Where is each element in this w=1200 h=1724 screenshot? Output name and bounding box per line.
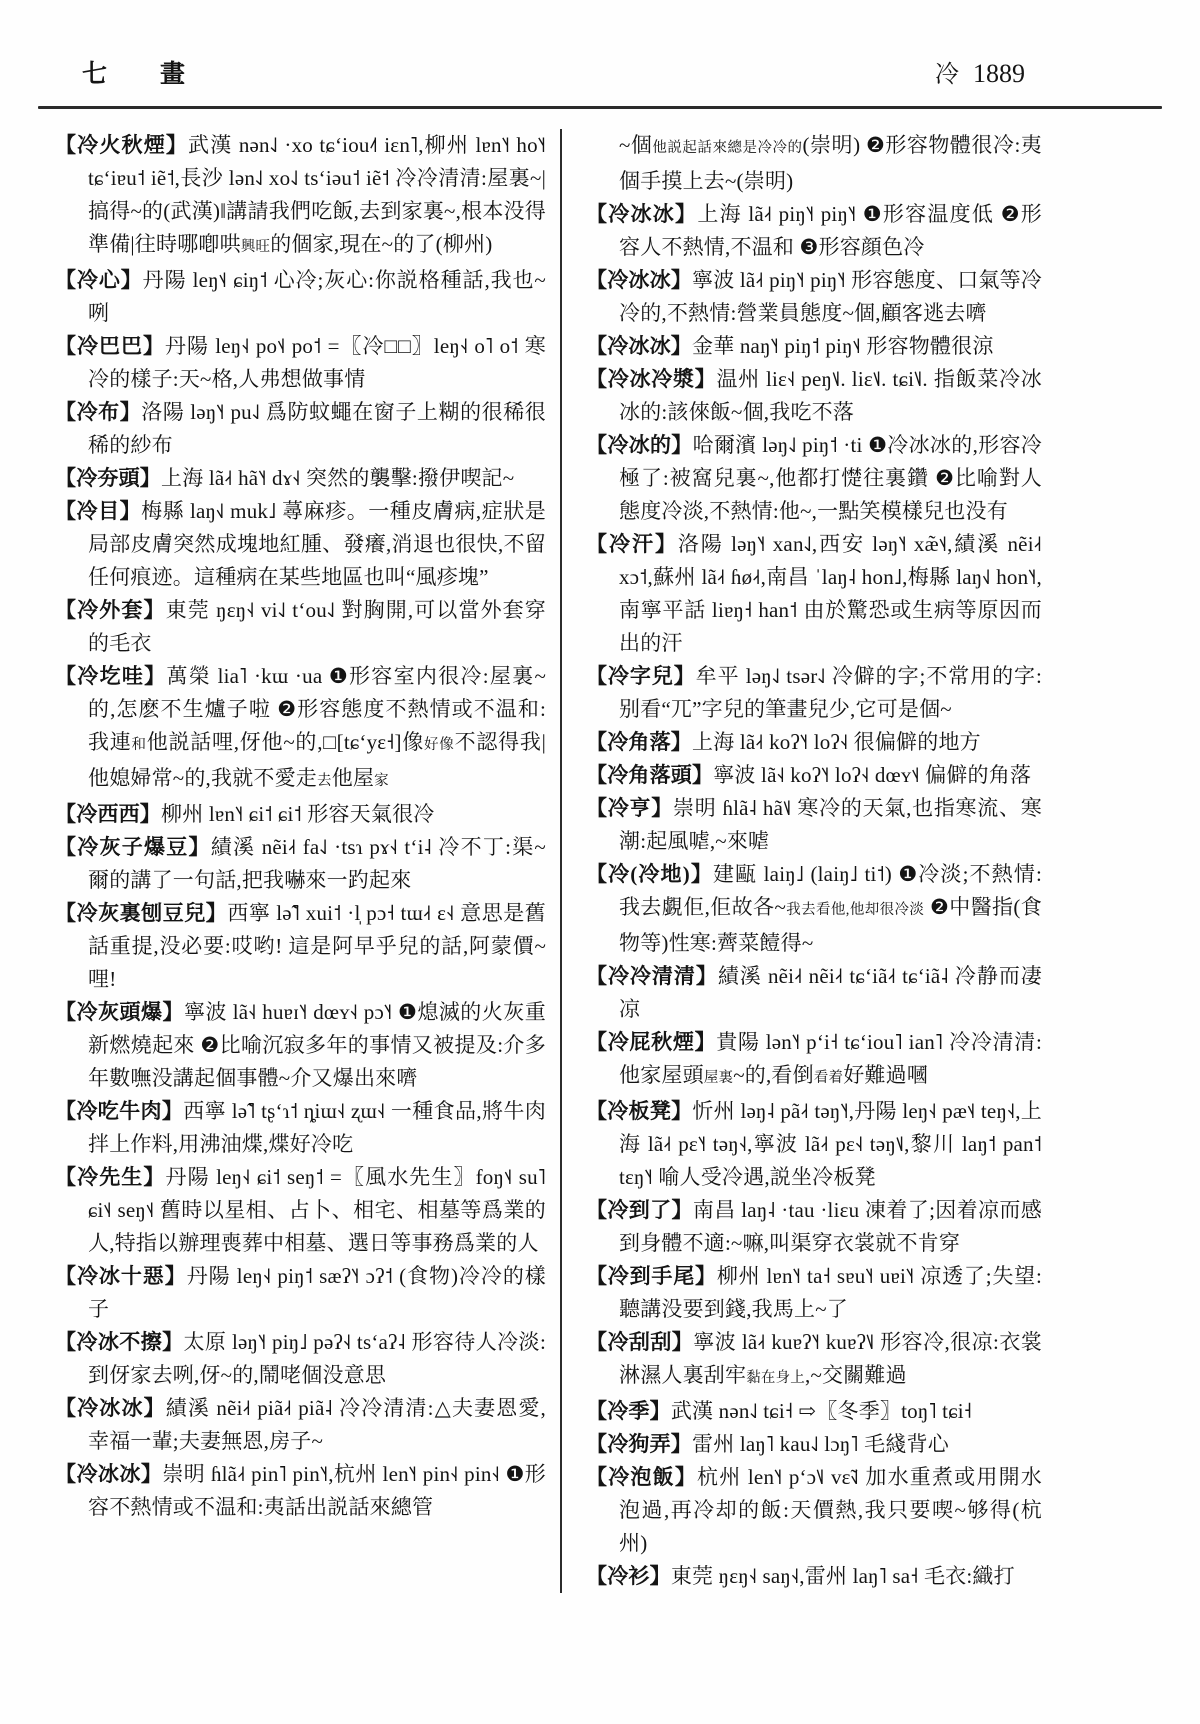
entry-text: 上海 lã˨˧ hã˥˧ dɤ˧˨ 突然的襲擊:撥伊喫記~ xyxy=(161,466,515,490)
page-header xyxy=(0,0,1200,90)
entry-headword: 【冷冰冰】 xyxy=(586,202,698,226)
entry-text: 柳州 lɐn˥˧ ɕi˦ ɕi˦ 形容天氣很冷 xyxy=(161,802,435,826)
dictionary-entry xyxy=(55,1458,546,1524)
entry-text: 西寧 lə̃˥ xui˦ ·l̩ pɔ˧ tɯ˨˧ ɛ˧˨ 意思是舊話重提,没必要:哎哟! 這是阿早乎兒的話,阿蒙價~哩! xyxy=(88,901,546,991)
entry-headword: 【冷巴巴】 xyxy=(55,334,165,358)
entry-gloss-small: 和 xyxy=(131,737,147,753)
entry-text: 績溪 nẽi˨˧ fa˨˩ ·tsɿ pɤ˧˨ tʻi˨ 冷不丁:渠~爾的講了一句話,把我嚇來一趵起來 xyxy=(88,835,546,892)
entry-headword: 【冷冰冰】 xyxy=(586,268,693,292)
entry-headword: 【冷季】 xyxy=(586,1399,671,1423)
dictionary-entry xyxy=(55,1095,546,1161)
dictionary-entry xyxy=(586,726,1042,759)
dictionary-entry xyxy=(55,1161,546,1260)
entry-text: 績溪 nẽi˨˧ piã˨˧ piã˨ 冷冷清清:△夫妻恩愛,幸福一輩;夫妻無恩,房子~ xyxy=(88,1396,546,1453)
dictionary-entry xyxy=(55,462,546,495)
left-column xyxy=(55,129,560,1593)
dictionary-entry xyxy=(586,198,1042,264)
entry-headword: 【冷冰冷漿】 xyxy=(586,367,717,391)
dictionary-entry xyxy=(586,330,1042,363)
entry-text: 武漢 nən˨˩ ·xo tɕʻiou˨˦ iɛn˥,柳州 lɐn˥˧ ho˥˧ tɕʻiɐu˦ iẽ˦,長沙 lən˨˩ xo˨˩ tsʻiəu˦ iẽ˦ 冷冷清清:屋裏~|搞得~的(武漢)‖講請我們吃飯,去到家裏~,根本没得準備|往時哪喞哄 xyxy=(88,133,547,256)
entry-headword: 【冷角落頭】 xyxy=(586,763,714,787)
dictionary-entry xyxy=(586,1026,1042,1095)
entry-text: 西寧 lə̃˥ tʂʻɿ˦ ȵiɯ˧˨ ʐɯ˧˨ 一種食品,將牛肉拌上作料,用沸油煠,煠好冷吃 xyxy=(88,1099,546,1156)
entry-headword: 【冷到手尾】 xyxy=(586,1264,717,1288)
dictionary-entry xyxy=(55,264,546,330)
dictionary-entry xyxy=(55,1260,546,1326)
dictionary-entry xyxy=(55,897,546,996)
entry-headword: 【冷刮刮】 xyxy=(586,1330,694,1354)
entry-text: 崇明 ɦlã˨ hã˦˩ 寒冷的天氣,也指寒流、寒潮:起風㖸,~來㖸 xyxy=(619,796,1042,853)
right-column xyxy=(560,129,1042,1593)
entry-text: 雷州 laŋ˥ kau˨˩ lɔŋ˥ 毛綫背心 xyxy=(692,1432,949,1456)
entry-gloss-small: 我去看他,他却很冷淡 xyxy=(786,902,925,918)
entry-text: 崇明 ɦlã˨˧ pin˥ pin˥˧,杭州 len˥˧ pin˧˨ pin˧˨ ❶形容不熱情或不温和:夷話出説話來總管 xyxy=(88,1462,547,1519)
entry-text: 牟平 ləŋ˨˩ tsər˨˩ 冷僻的字;不常用的字:别看“兀”字兒的筆畫兒少,它可是個~ xyxy=(619,664,1043,721)
entry-headword: 【冷汗】 xyxy=(586,532,678,556)
entry-gloss-small: 興旺 xyxy=(240,239,271,255)
dictionary-entry xyxy=(586,660,1042,726)
entry-headword: 【冷冰十惡】 xyxy=(55,1264,187,1288)
dictionary-entry xyxy=(586,528,1042,660)
dictionary-entry xyxy=(55,129,546,264)
entry-text: 南昌 laŋ˨ ·tau ·liɛu 凍着了;因着凉而感到身體不適:~嘛,叫渠穿衣裳就不肯穿 xyxy=(619,1198,1042,1255)
dictionary-entry xyxy=(586,1194,1042,1260)
entry-text: 寧波 lã˨˧ kuɐʔ˥˧ kuɐʔ˥˩ 形容冷,很凉:衣裳淋濕人裏刮牢 xyxy=(619,1330,1042,1387)
dictionary-entry xyxy=(586,1326,1042,1395)
entry-text: 寧波 lã˧˨ huɐɪ˥˧ dœʏ˧˨ pɔ˥˧ ❶熄滅的火灰重新燃燒起來 ❷比喻沉寂多年的事情又被提及:介多年數嘸没講起個事體~介又爆出來嚌 xyxy=(88,1000,546,1090)
section-title: 七 畫 xyxy=(82,61,200,88)
entry-gloss-small: 家 xyxy=(374,773,389,789)
entry-headword: 【冷火秋煙】 xyxy=(55,133,189,157)
entry-text: 柳州 lɐn˥˧ ta˧ sɐu˥˧ uɐi˥˧ 凉透了;失望:聽講没要到錢,我馬上~了 xyxy=(619,1264,1042,1321)
entry-text: 寧波 lã˨˧ piŋ˥˧ piŋ˥˧ 形容態度、口氣等冷冷的,不熱情:營業員態度~個,顧客逃去嚌 xyxy=(619,268,1043,325)
entry-gloss-small: 好像 xyxy=(424,737,455,753)
entry-headword: 【冷到了】 xyxy=(586,1198,693,1222)
entry-headword: 【冷吃牛肉】 xyxy=(55,1099,184,1123)
entry-text: 貴陽 lən˥˧ pʻi˧ tɕʻiou˥ ian˥ 冷冷清清:他家屋頭 xyxy=(619,1030,1043,1087)
dictionary-entry xyxy=(55,798,546,831)
entry-text: 上海 lã˨˧ piŋ˥˧ piŋ˥˧ ❶形容温度低 ❷形容人不熱情,不温和 ❸形容顔色冷 xyxy=(619,202,1042,259)
entry-continuation xyxy=(586,129,1042,198)
entry-headword: 【冷西西】 xyxy=(55,802,161,826)
dictionary-entry xyxy=(55,1326,546,1392)
entry-headword: 【冷外套】 xyxy=(55,598,166,622)
dictionary-entry xyxy=(55,996,546,1095)
running-head-char: 冷 xyxy=(935,62,959,88)
dictionary-entry xyxy=(586,1095,1042,1194)
entry-headword: 【冷冰冰】 xyxy=(55,1462,163,1486)
entry-text: 温州 liɛ˧˨ peŋ˦˩. liɛ˦˩. tɕi˥˩. 指飯菜冷冰冰的:該倈飯~個,我吃不落 xyxy=(619,367,1043,424)
dictionary-content xyxy=(0,109,1200,1593)
entry-headword: 【冷冰冰】 xyxy=(586,334,692,358)
entry-text: (崇明) ❷形容物體很冷:夷個手摸上去~(崇明) xyxy=(619,133,1042,193)
dictionary-entry xyxy=(586,1560,1042,1593)
dictionary-entry xyxy=(55,594,546,660)
entry-headword: 【冷角落】 xyxy=(586,730,692,754)
entry-text: 丹陽 leŋ˧˨ ɕi˦ seŋ˦ =〖風水先生〗foŋ˦˨ su˥ ɕi˦˨ seŋ˦˨ 舊時以星相、占卜、相宅、相墓等爲業的人,特指以辦理喪葬中相墓、選日等事務爲業的人 xyxy=(88,1165,547,1255)
entry-text: 寧波 lã˧˨ koʔ˥˧ loʔ˧˨ dœʏ˦˨ 偏僻的角落 xyxy=(713,763,1032,787)
dictionary-entry xyxy=(55,396,546,462)
entry-headword: 【冷先生】 xyxy=(55,1165,166,1189)
entry-gloss-small: 黏在身上 xyxy=(746,1370,806,1386)
entry-headword: 【冷灰頭爆】 xyxy=(55,1000,184,1024)
entry-text: 洛陽 ləŋ˥˧ xan˨˩,西安 ləŋ˥˧ xæ̃˦˨,績溪 nẽi˨˧ xɔ˦,蘇州 lã˨˧ ɦø˨˧,南昌 ˈlaŋ˨ hon˩,梅縣 laŋ˧˩ hon˥˧,南寧平話 liɐŋ˧ han˦ 由於驚恐或生病等原因而出的汗 xyxy=(619,532,1042,655)
entry-text: 的個家,現在~的了(柳州) xyxy=(270,232,493,256)
entry-headword: 【冷板凳】 xyxy=(586,1099,693,1123)
dictionary-entry xyxy=(586,363,1042,429)
entry-headword: 【冷衫】 xyxy=(586,1564,671,1588)
entry-headword: 【冷屁秋煙】 xyxy=(586,1030,717,1054)
entry-headword: 【冷冷清清】 xyxy=(586,964,718,988)
entry-text: 好難過嘓 xyxy=(843,1063,929,1087)
entry-headword: 【冷灰子爆豆】 xyxy=(55,835,211,859)
entry-headword: 【冷字兒】 xyxy=(586,664,696,688)
entry-gloss-small: 他説起話來總是冷冷的 xyxy=(652,140,803,156)
entry-text: 建甌 laiŋ˩ (laiŋ˩ ti˦) ❶冷淡;不熱情:我去覷佢,佢故各~ xyxy=(619,862,1042,919)
entry-headword: 【冷圪哇】 xyxy=(55,664,167,688)
entry-text: 他屋 xyxy=(331,766,375,790)
entry-headword: 【冷泡飯】 xyxy=(586,1465,698,1489)
dictionary-entry xyxy=(586,792,1042,858)
entry-text: ~的,看倒 xyxy=(733,1063,814,1087)
entry-text: ❷中醫指(食物等)性寒:薺菜饐得~ xyxy=(619,895,1042,955)
entry-headword: 【冷目】 xyxy=(55,499,142,523)
entry-text: 他説話哩,伢他~的,□[tɕʻyɛ˧]像 xyxy=(146,730,425,754)
dictionary-entry xyxy=(55,330,546,396)
dictionary-entry xyxy=(586,1461,1042,1560)
entry-text: 東莞 ŋɛŋ˧˨ saŋ˧˨,雷州 laŋ˥ sa˧ 毛衣:織打 xyxy=(670,1564,1015,1588)
entry-headword: 【冷狗弄】 xyxy=(586,1432,692,1456)
entry-headword: 【冷灰裏刨豆兒】 xyxy=(55,901,228,925)
dictionary-entry xyxy=(55,1392,546,1458)
entry-text: ~個 xyxy=(619,133,653,157)
entry-headword: 【冷布】 xyxy=(55,400,142,424)
entry-text: 太原 ləŋ˥˧ piŋ˩ pəʔ˧˨ tsʻaʔ˨ 形容待人冷淡:到伢家去咧,伢~的,鬧咾個没意思 xyxy=(88,1330,546,1387)
entry-text: 梅縣 laŋ˧˩ muk˩ 蕁麻疹。一種皮膚病,症狀是局部皮膚突然成塊地紅腫、發癢,消退也很快,不留任何痕迹。這種病在某些地區也叫“風疹塊” xyxy=(88,499,546,589)
entry-text: 杭州 len˥˧ pʻɔ˥˩ vɛ̃˧˩ 加水重煮或用開水泡過,再冷却的飯:天價熱,我只要喫~够得(杭州) xyxy=(619,1465,1043,1555)
entry-text: ,~交關難過 xyxy=(805,1363,907,1387)
entry-text: 金華 naŋ˥˧ piŋ˦ piŋ˦˨ 形容物體很涼 xyxy=(692,334,994,358)
dictionary-entry xyxy=(586,264,1042,330)
entry-headword: 【冷冰冰】 xyxy=(55,1396,166,1420)
dictionary-entry xyxy=(586,960,1042,1026)
entry-text: 不認得我|他媳婦常~的,我就不愛走 xyxy=(88,730,546,790)
entry-text: 丹陽 leŋ˧˨ piŋ˦ sæʔ˥˧ ɔʔ˦ (食物)冷冷的樣子 xyxy=(88,1264,546,1321)
dictionary-entry xyxy=(586,1395,1042,1428)
entry-text: 績溪 nẽi˨˧ nẽi˨˧ tɕʻiã˨˧ tɕʻiã˨ 冷静而凄凉 xyxy=(619,964,1043,1021)
entry-text: 丹陽 leŋ˦˨ ɕiŋ˦ 心冷;灰心:你説格種話,我也~咧 xyxy=(88,268,546,325)
entry-gloss-small: 看着 xyxy=(813,1070,844,1086)
dictionary-entry xyxy=(55,660,546,798)
entry-text: 哈爾濱 ləŋ˨˩ piŋ˦ ·ti ❶冷冰冰的,形容冷極了:被窩兒裏~,他都打憷往裏鑽 ❷比喻對人態度冷淡,不熱情:他~,一點笑模樣兒也没有 xyxy=(619,433,1043,523)
entry-headword: 【冷冰不擦】 xyxy=(55,1330,184,1354)
page-number: 1889 xyxy=(973,59,1025,88)
entry-text: 東莞 ŋɛŋ˧˨ vi˨˩ tʻou˨˩ 對胸開,可以當外套穿的毛衣 xyxy=(88,598,546,655)
entry-headword: 【冷夯頭】 xyxy=(55,466,161,490)
entry-gloss-small: 屋裏 xyxy=(703,1070,734,1086)
dictionary-entry xyxy=(586,429,1042,528)
dictionary-entry xyxy=(586,1260,1042,1326)
dictionary-entry xyxy=(586,759,1042,792)
dictionary-entry xyxy=(55,495,546,594)
entry-headword: 【冷(冷地)】 xyxy=(586,862,713,886)
entry-text: 武漢 nən˨˩ tɕi˧ ⇨〖冬季〗toŋ˥ tɕi˧ xyxy=(670,1399,972,1423)
entry-headword: 【冷心】 xyxy=(55,268,143,292)
entry-text: 萬榮 lia˥ ·kɯ ·ua ❶形容室内很冷:屋裏~的,怎麽不生爐子啦 ❷形容態度不熱情或不温和:我連 xyxy=(88,664,547,754)
dictionary-entry xyxy=(586,858,1042,960)
entry-text: 洛陽 ləŋ˥˧ pu˨˩ 爲防蚊蠅在窗子上糊的很稀很稀的紗布 xyxy=(88,400,546,457)
entry-gloss-small: 去 xyxy=(317,773,332,789)
entry-text: 上海 lã˨˧ koʔ˥˧ loʔ˧˨ 很偏僻的地方 xyxy=(692,730,981,754)
dictionary-entry xyxy=(55,831,546,897)
entry-headword: 【冷亨】 xyxy=(586,796,673,820)
entry-headword: 【冷冰的】 xyxy=(586,433,693,457)
running-head xyxy=(935,54,1025,89)
entry-text: 忻州 ləŋ˨ pã˨˧ təŋ˥˧,丹陽 leŋ˧˨ pæ˦˨ teŋ˧˨,上海 lã˨˧ pɛ˥˧ təŋ˧˨,寧波 lã˨˧ pɛ˧˨ təŋ˦˩,黎川 laŋ˦ pan˦ tɛŋ˥˧ 喻人受冷遇,説坐冷板凳 xyxy=(619,1099,1042,1189)
entry-text: 丹陽 leŋ˧˨ po˦˨ po˦ =〖冷□□〗leŋ˧˨ o˥ o˦ 寒冷的樣子:天~格,人弗想做事情 xyxy=(88,334,546,391)
dictionary-entry xyxy=(586,1428,1042,1461)
